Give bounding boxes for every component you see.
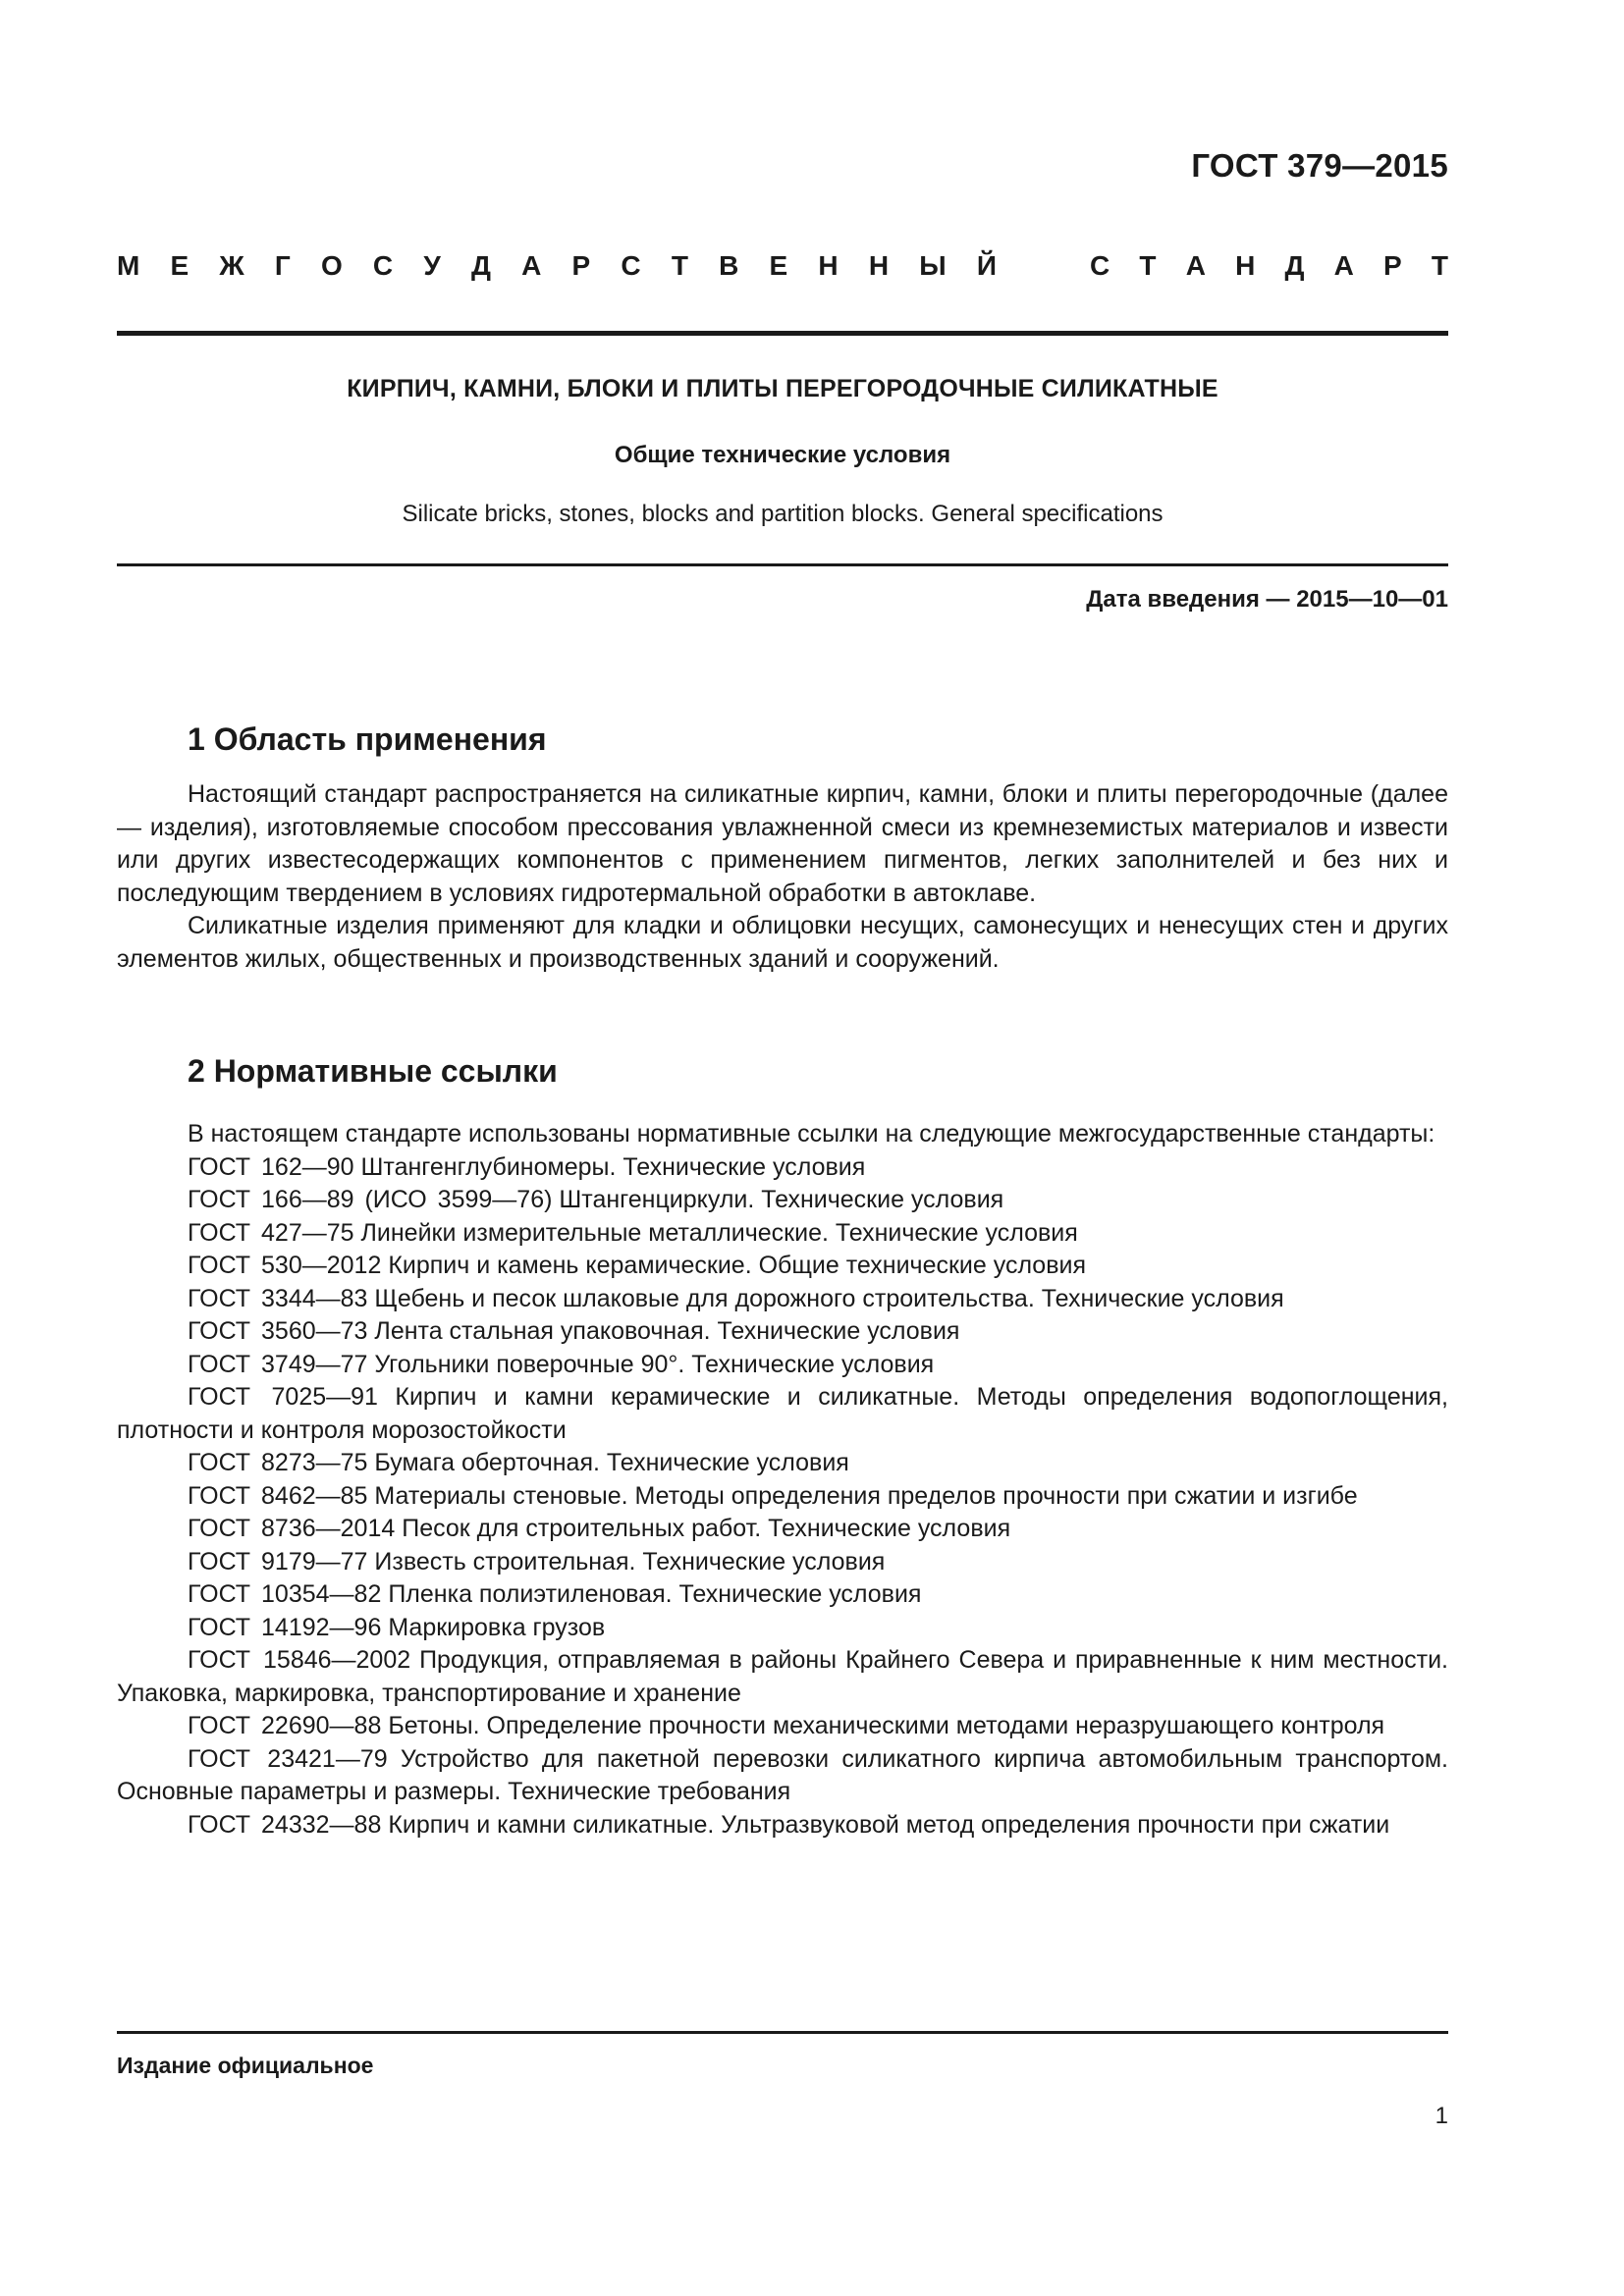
reference-title: Кирпич и камни керамические и силикатные. Методы определения водопоглощения, плотности и контроля морозостойкости [117, 1383, 1448, 1444]
reference-title: Бетоны. Определение прочности механическими методами неразрушающего контроля [388, 1712, 1385, 1739]
reference-title: Щебень и песок шлаковые для дорожного строительства. Технические условия [374, 1284, 1284, 1312]
standard-type-word-standard [1090, 250, 1448, 282]
reference-title: Бумага оберточная. Технические условия [374, 1449, 849, 1476]
reference-code: ГОСТ 24332—88 [188, 1810, 382, 1839]
reference-title: Кирпич и камни силикатные. Ультразвуковой метод определения прочности при сжатии [388, 1810, 1390, 1839]
section-body-scope [117, 778, 1448, 976]
reference-item [117, 1283, 1448, 1316]
reference-code: ГОСТ 8736—2014 [188, 1515, 396, 1542]
reference-code: ГОСТ 7025—91 [188, 1383, 378, 1411]
reference-code: ГОСТ 530—2012 [188, 1252, 382, 1279]
reference-code: ГОСТ 166—89 (ИСО 3599—76) [188, 1186, 553, 1213]
reference-item [117, 1315, 1448, 1349]
edition-label: Издание официальное [117, 2053, 374, 2078]
letter: Т [671, 250, 688, 281]
reference-list [117, 1151, 1448, 1842]
reference-title: Маркировка грузов [388, 1613, 606, 1641]
reference-item [117, 1710, 1448, 1743]
reference-title: Песок для строительных работ. Технические условия [402, 1515, 1011, 1542]
reference-title: Линейки измерительные металлические. Технические условия [360, 1218, 1078, 1247]
page-number: 1 [1435, 2103, 1448, 2129]
reference-item [117, 1644, 1448, 1710]
letter: Д [1284, 250, 1305, 281]
letter: Н [818, 250, 839, 281]
reference-item [117, 1184, 1448, 1217]
reference-item [117, 1743, 1448, 1809]
reference-item [117, 1546, 1448, 1579]
letter: Й [976, 250, 997, 281]
reference-item [117, 1217, 1448, 1251]
letter: А [1333, 250, 1354, 281]
section-body-normative-references [117, 1118, 1448, 1842]
reference-code: ГОСТ 3560—73 [188, 1317, 368, 1345]
reference-item [117, 1151, 1448, 1185]
letter: Н [868, 250, 890, 281]
letter: Е [769, 250, 788, 281]
reference-title: Кирпич и камень керамические. Общие технические условия [388, 1252, 1086, 1279]
reference-title: Известь строительная. Технические условия [374, 1547, 886, 1575]
reference-title: Лента стальная упаковочная. Технические условия [374, 1317, 960, 1345]
title-divider [117, 563, 1448, 566]
reference-title: Угольники поверочные 90°. Технические условия [374, 1350, 935, 1378]
standard-type-word-interstate [117, 250, 997, 282]
letter: В [719, 250, 739, 281]
reference-code: ГОСТ 3749—77 [188, 1350, 368, 1378]
footer-divider [117, 2031, 1448, 2034]
letter: А [1185, 250, 1206, 281]
reference-title: Пленка полиэтиленовая. Технические условия [388, 1580, 922, 1608]
letter: Д [470, 250, 491, 281]
reference-code: ГОСТ 8462—85 [188, 1481, 368, 1510]
letter: Р [571, 250, 591, 281]
reference-code: ГОСТ 14192—96 [188, 1613, 382, 1641]
letter: Е [170, 250, 189, 281]
reference-title: Устройство для пакетной перевозки силикатного кирпича автомобильным транспортом. Основные параметры и размеры. Технические требования [117, 1744, 1449, 1805]
letter: Ж [219, 250, 244, 281]
letter: Ы [919, 250, 947, 281]
paragraph: Настоящий стандарт распространяется на силикатные кирпич, камни, блоки и плиты перегородочные (далее — изделия), изготовляемые способом прессования увлажненной смеси из кремнеземистых материалов и извести или других известесодержащих компонентов с применением пигментов, легких заполнителей и без них и последующим твердением в условиях гидротермальной обработки в автоклаве. [117, 780, 1448, 907]
reference-code: ГОСТ 10354—82 [188, 1580, 382, 1608]
letter: У [423, 250, 441, 281]
reference-code: ГОСТ 22690—88 [188, 1712, 382, 1739]
reference-item [117, 1809, 1448, 1842]
reference-item [117, 1612, 1448, 1645]
letter: С [372, 250, 394, 281]
document-title: КИРПИЧ, КАМНИ, БЛОКИ И ПЛИТЫ ПЕРЕГОРОДОЧНЫЕ СИЛИКАТНЫЕ [347, 375, 1218, 402]
reference-title: Штангенглубиномеры. Технические условия [360, 1152, 866, 1181]
letter: С [1090, 250, 1110, 281]
section-heading-scope: 1 Область применения [188, 721, 547, 757]
paragraph: Силикатные изделия применяют для кладки и облицовки несущих, самонесущих и ненесущих стен и других элементов жилых, общественных и производственных зданий и сооружений. [117, 912, 1448, 973]
section-heading-normative-references: 2 Нормативные ссылки [188, 1053, 558, 1089]
letter: О [320, 250, 343, 281]
reference-code: ГОСТ 15846—2002 [188, 1646, 411, 1674]
reference-title: Продукция, отправляемая в районы Крайнего Севера и приравненные к ним местности. Упаковка, маркировка, транспортирование и хранение [117, 1646, 1448, 1707]
reference-item [117, 1349, 1448, 1382]
letter: Т [1139, 250, 1157, 281]
document-page [117, 0, 1448, 2296]
letter: Н [1235, 250, 1256, 281]
letter: Г [274, 250, 291, 281]
reference-code: ГОСТ 3344—83 [188, 1284, 368, 1312]
document-subtitle: Общие технические условия [614, 442, 951, 468]
reference-item [117, 1480, 1448, 1514]
letter: С [621, 250, 641, 281]
letter: А [521, 250, 542, 281]
reference-code: ГОСТ 427—75 [188, 1218, 354, 1247]
introduction-date: Дата введения — 2015—10—01 [1086, 586, 1448, 613]
paragraph: В настоящем стандарте использованы нормативные ссылки на следующие межгосударственные стандарты: [188, 1120, 1435, 1148]
reference-item [117, 1578, 1448, 1612]
document-title-english: Silicate bricks, stones, blocks and partition blocks. General specifications [402, 501, 1164, 527]
reference-item [117, 1250, 1448, 1283]
letter: Р [1383, 250, 1402, 281]
reference-code: ГОСТ 8273—75 [188, 1449, 368, 1476]
reference-item [117, 1381, 1448, 1447]
standard-type-line [117, 250, 1448, 286]
reference-code: ГОСТ 162—90 [188, 1152, 354, 1181]
letter: М [117, 250, 140, 281]
reference-code: ГОСТ 9179—77 [188, 1547, 368, 1575]
reference-title: Штангенциркули. Технические условия [559, 1186, 1004, 1213]
reference-item [117, 1447, 1448, 1480]
reference-code: ГОСТ 23421—79 [188, 1744, 388, 1773]
letter: Т [1431, 250, 1448, 281]
document-code: ГОСТ 379—2015 [1191, 147, 1448, 184]
reference-item [117, 1513, 1448, 1546]
header-divider [117, 331, 1448, 336]
reference-title: Материалы стеновые. Методы определения пределов прочности при сжатии и изгибе [374, 1481, 1358, 1510]
